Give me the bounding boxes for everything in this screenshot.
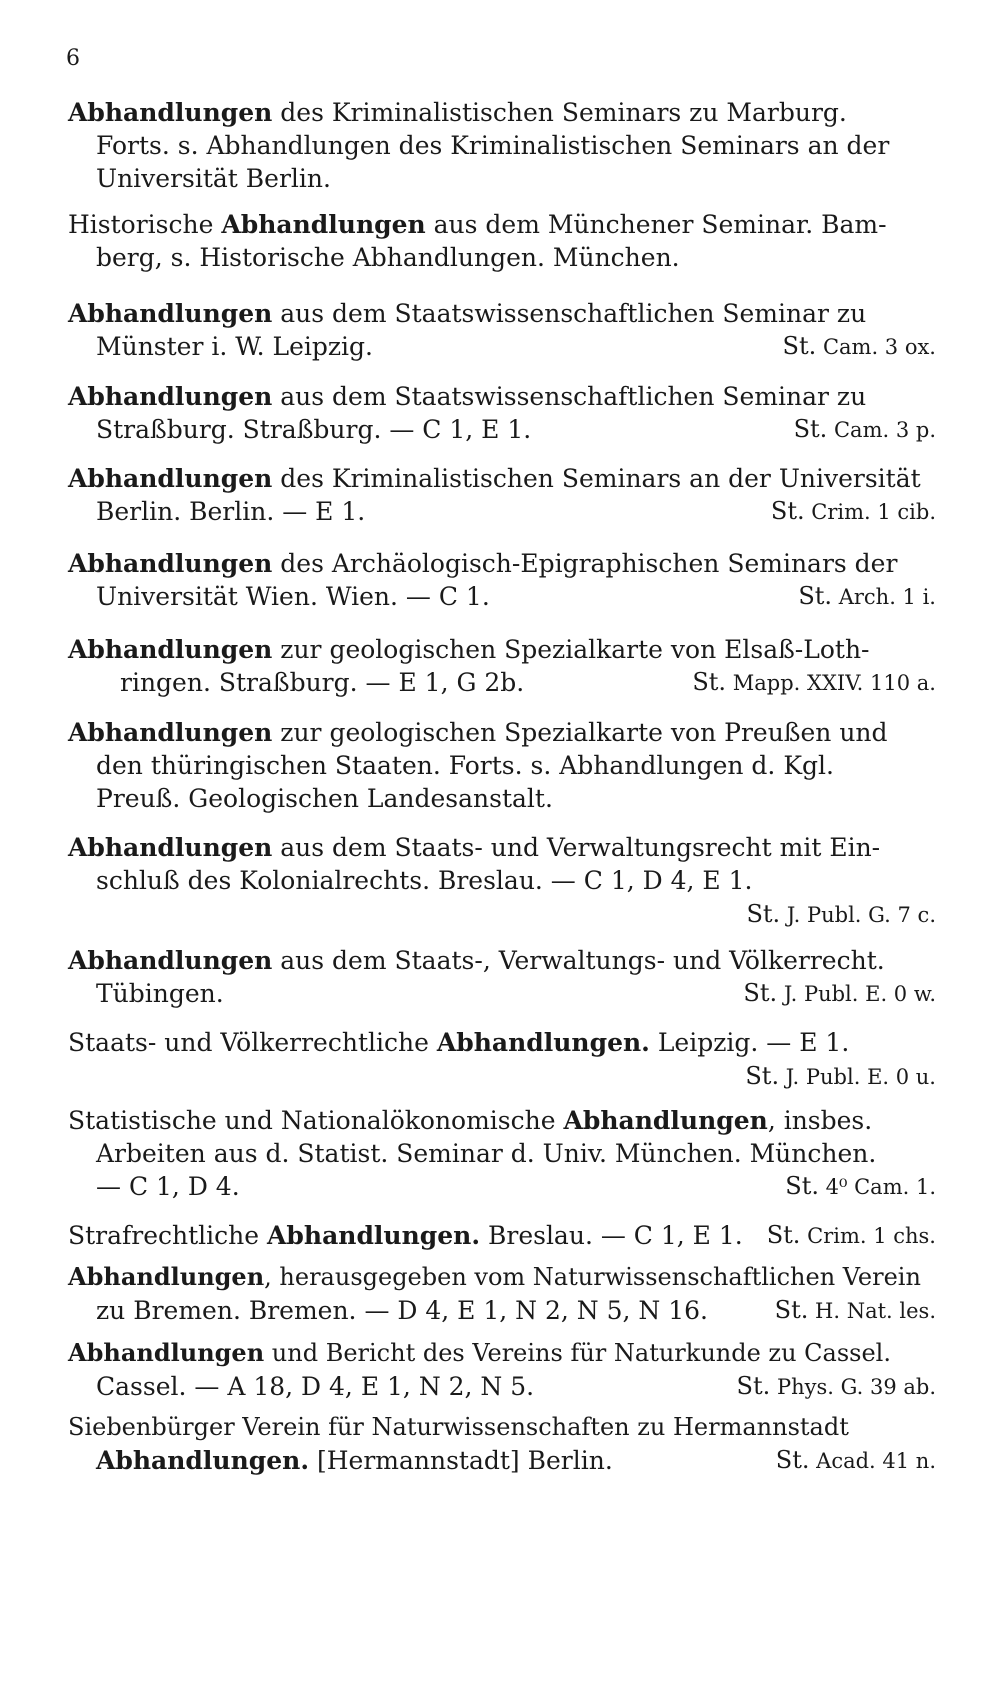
catalog-entry — [68, 1260, 936, 1328]
shelf-mark: St. Cam. 3 ox. — [782, 332, 936, 360]
entry-line: Straßburg. Straßburg. — C 1, E 1. St. Cam. 3 p. — [68, 413, 936, 447]
shelf-mark: St. Arch. 1 i. — [798, 582, 936, 610]
catalog-entry — [68, 297, 936, 364]
shelf-mark: St. J. Publ. G. 7 c. — [746, 900, 936, 928]
entry-line: Abhandlungen. [Hermannstadt] Berlin. St. Acad. 41 n. — [68, 1444, 936, 1478]
shelf-mark: St. J. Publ. E. 0 u. — [745, 1062, 936, 1090]
shelf-mark: St. Crim. 1 cib. — [770, 497, 936, 525]
entry-line: Münster i. W. Leipzig. St. Cam. 3 ox. — [68, 330, 936, 364]
entry-line: Berlin. Berlin. — E 1. St. Crim. 1 cib. — [68, 495, 936, 529]
keyword: Abhandlungen — [68, 464, 273, 493]
keyword: Abhandlungen — [68, 382, 273, 411]
keyword: Abhandlungen — [68, 833, 273, 862]
catalog-entry — [68, 547, 936, 614]
entry-line: ringen. Straßburg. — E 1, G 2b. St. Mapp. XXIV. 110 a. — [68, 666, 936, 700]
catalog-entry — [68, 1411, 936, 1478]
entry-line: berg, s. Historische Abhandlungen. München. — [96, 243, 680, 272]
keyword: Abhandlungen — [68, 549, 273, 578]
entry-line: Abhandlungen des Archäologisch-Epigraphischen Seminars der — [68, 549, 898, 578]
entry-line — [68, 897, 936, 932]
keyword: Abhandlungen — [68, 299, 273, 328]
entry-line: Arbeiten aus d. Statist. Seminar d. Univ. München. München. — [96, 1139, 877, 1168]
entry-line: Historische Abhandlungen aus dem Münchener Seminar. Bam- — [68, 210, 887, 239]
entry-line: Abhandlungen des Kriminalistischen Seminars zu Marburg. — [68, 98, 847, 127]
catalog-entry — [68, 1219, 936, 1253]
catalog-entry — [68, 462, 936, 529]
shelf-mark: St. Crim. 1 chs. — [766, 1221, 936, 1249]
entry-line: Tübingen. St. J. Publ. E. 0 w. — [68, 977, 936, 1011]
entry-line: Abhandlungen des Kriminalistischen Seminars an der Universität — [68, 464, 921, 493]
entry-line: den thüringischen Staaten. Forts. s. Abhandlungen d. Kgl. — [96, 751, 834, 780]
entry-line: Strafrechtliche Abhandlungen. Breslau. — C 1, E 1. St. Crim. 1 chs. — [68, 1219, 936, 1253]
keyword: Abhandlungen — [563, 1106, 768, 1135]
keyword: Abhandlungen — [68, 718, 273, 747]
catalog-entry — [68, 633, 936, 700]
shelf-mark: St. Acad. 41 n. — [775, 1446, 936, 1474]
entry-line: Staats- und Völkerrechtliche Abhandlungen. Leipzig. — E 1. — [68, 1028, 850, 1057]
catalog-entry — [68, 208, 936, 274]
entry-line: Abhandlungen zur geologischen Spezialkarte von Preußen und — [68, 718, 888, 747]
catalog-entry — [68, 1336, 936, 1404]
catalog-entry — [68, 1026, 936, 1094]
keyword: Abhandlungen. — [267, 1221, 481, 1250]
entry-line: Statistische und Nationalökonomische Abhandlungen, insbes. — [68, 1106, 873, 1135]
entry-line: Abhandlungen zur geologischen Spezialkarte von Elsaß-Loth- — [68, 635, 870, 664]
entry-line: zu Bremen. Bremen. — D 4, E 1, N 2, N 5, N 16. St. H. Nat. les. — [68, 1294, 936, 1328]
entry-line: Cassel. — A 18, D 4, E 1, N 2, N 5. St. Phys. G. 39 ab. — [68, 1370, 936, 1404]
shelf-mark: St. 4⁰ Cam. 1. — [785, 1172, 936, 1200]
shelf-mark: St. Mapp. XXIV. 110 a. — [692, 668, 936, 696]
keyword: Abhandlungen — [221, 210, 426, 239]
entry-line: Abhandlungen aus dem Staatswissenschaftlichen Seminar zu — [68, 299, 867, 328]
entry-line: Universität Berlin. — [96, 164, 331, 193]
keyword: Abhandlungen. — [436, 1028, 650, 1057]
entry-line: schluß des Kolonialrechts. Breslau. — C 1, D 4, E 1. — [96, 866, 753, 895]
entry-line — [68, 1059, 936, 1094]
keyword: Abhandlungen — [68, 1262, 265, 1291]
entry-line: Abhandlungen aus dem Staats- und Verwaltungsrecht mit Ein- — [68, 833, 881, 862]
catalog-entry — [68, 716, 936, 815]
entry-line: Forts. s. Abhandlungen des Kriminalistischen Seminars an der — [96, 131, 890, 160]
shelf-mark: St. Phys. G. 39 ab. — [736, 1372, 936, 1400]
page-number: 6 — [66, 46, 80, 71]
entry-line: Preuß. Geologischen Landesanstalt. — [96, 784, 553, 813]
catalog-entry — [68, 944, 936, 1011]
catalog-entry — [68, 831, 936, 932]
entry-line: Abhandlungen, herausgegeben vom Naturwissenschaftlichen Verein — [68, 1262, 921, 1291]
shelf-mark: St. H. Nat. les. — [774, 1296, 936, 1324]
entry-line: Siebenbürger Verein für Naturwissenschaften zu Hermannstadt — [68, 1413, 849, 1441]
shelf-mark: St. J. Publ. E. 0 w. — [743, 979, 936, 1007]
keyword: Abhandlungen — [68, 1338, 265, 1367]
catalog-entry — [68, 1104, 936, 1204]
shelf-mark: St. Cam. 3 p. — [793, 415, 936, 443]
entry-line: Abhandlungen aus dem Staatswissenschaftlichen Seminar zu — [68, 382, 867, 411]
keyword: Abhandlungen — [68, 635, 273, 664]
entry-line: Abhandlungen aus dem Staats-, Verwaltungs- und Völkerrecht. — [68, 946, 885, 975]
catalog-entry — [68, 380, 936, 447]
entry-line: Abhandlungen und Bericht des Vereins für Naturkunde zu Cassel. — [68, 1338, 891, 1367]
entry-line: Universität Wien. Wien. — C 1. St. Arch. 1 i. — [68, 580, 936, 614]
entry-line: — C 1, D 4. St. 4⁰ Cam. 1. — [68, 1170, 936, 1204]
keyword: Abhandlungen — [68, 946, 273, 975]
keyword: Abhandlungen — [68, 98, 273, 127]
keyword: Abhandlungen. — [96, 1446, 310, 1475]
catalog-entry — [68, 96, 936, 195]
